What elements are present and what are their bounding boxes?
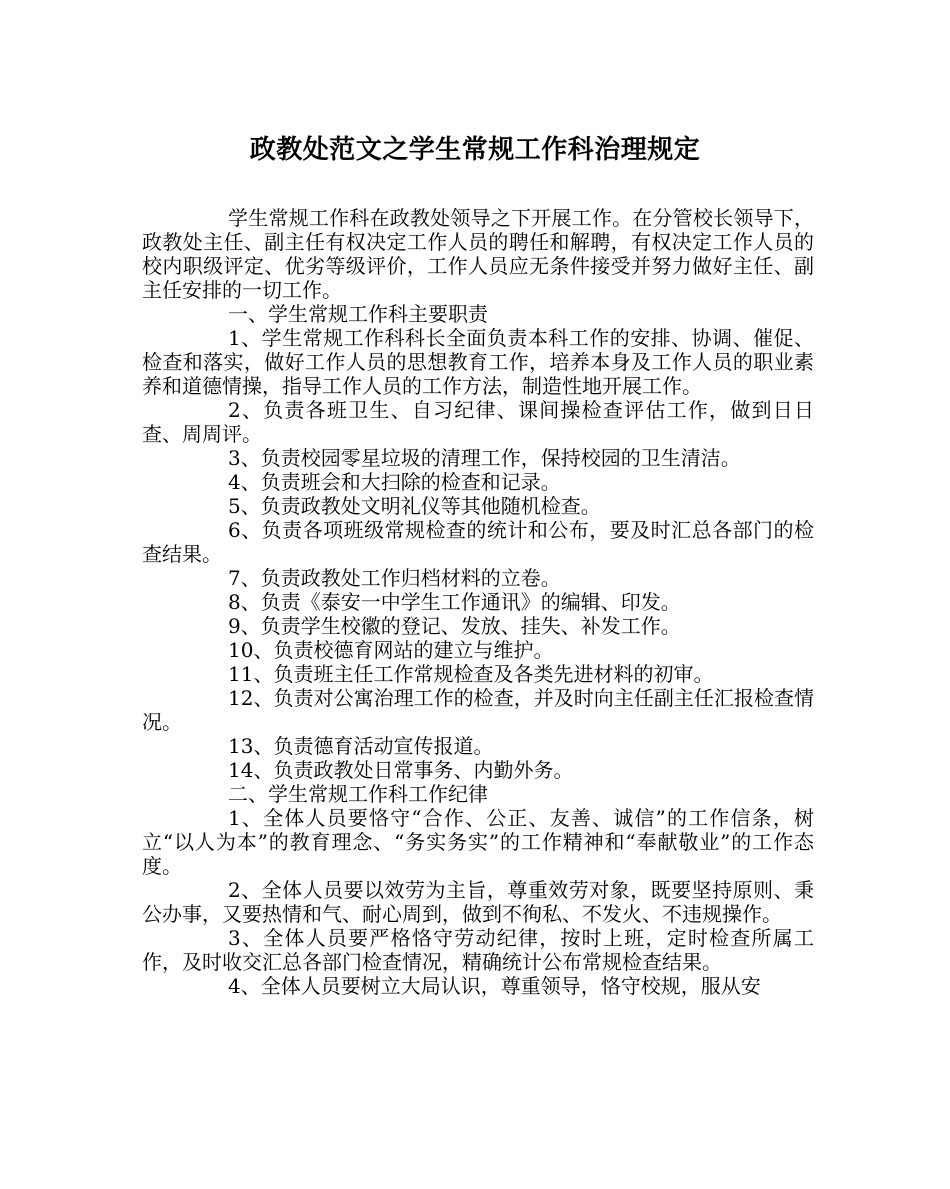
paragraph: 10、负责校德育网站的建立与维护。 [228,638,554,662]
paragraph: 12、负责对公寓治理工作的检查，并及时向主任副主任汇报检查情况。 [142,686,814,734]
section-heading: 一、学生常规工作科主要职责 [228,302,488,326]
paragraph: 11、负责班主任工作常规检查及各类先进材料的初审。 [228,662,714,686]
paragraph: 学生常规工作科在政教处领导之下开展工作。在分管校长领导下，政教处主任、副主任有权决定工作人员的聘任和解聘，有权决定工作人员的校内职级评定、优劣等级评价，工作人员应无条件接受并努力做好主任、副主任安排的一切工作。 [142,206,814,302]
paragraph: 5、负责政教处文明礼仪等其他随机检查。 [228,494,601,518]
paragraph: 1、全体人员要恪守“合作、公正、友善、诚信”的工作信条，树立“以人为本”的教育理念、“务实务实”的工作精神和“奉献敬业”的工作态度。 [142,806,814,878]
paragraph: 9、负责学生校徽的登记、发放、挂失、补发工作。 [228,614,681,638]
document-title: 政教处范文之学生常规工作科治理规定 [249,135,701,165]
paragraph: 4、负责班会和大扫除的检查和记录。 [228,470,561,494]
paragraph: 2、负责各班卫生、自习纪律、课间操检查评估工作，做到日日查、周周评。 [142,398,814,446]
paragraph: 14、负责政教处日常事务、内勤外务。 [228,758,574,782]
paragraph: 1、学生常规工作科科长全面负责本科工作的安排、协调、催促、检查和落实，做好工作人员的思想教育工作，培养本身及工作人员的职业素养和道德情操，指导工作人员的工作方法，制造性地开展工作。 [142,326,814,398]
section-heading: 二、学生常规工作科工作纪律 [228,782,488,806]
paragraph: 3、负责校园零星垃圾的清理工作，保持校园的卫生清洁。 [228,446,741,470]
paragraph: 2、全体人员要以效劳为主旨，尊重效劳对象，既要坚持原则、秉公办事，又要热情和气、耐心周到，做到不徇私、不发火、不违规操作。 [142,878,814,926]
paragraph: 6、负责各项班级常规检查的统计和公布，要及时汇总各部门的检查结果。 [142,518,814,566]
paragraph: 3、全体人员要严格恪守劳动纪律，按时上班，定时检查所属工作，及时收交汇总各部门检查情况，精确统计公布常规检查结果。 [142,926,814,974]
paragraph: 13、负责德育活动宣传报道。 [228,734,494,758]
document-body [142,206,814,998]
paragraph: 4、全体人员要树立大局认识，尊重领导，恪守校规，服从安 [228,974,761,998]
paragraph: 7、负责政教处工作归档材料的立卷。 [228,566,561,590]
paragraph: 8、负责《泰安一中学生工作通讯》的编辑、印发。 [228,590,681,614]
